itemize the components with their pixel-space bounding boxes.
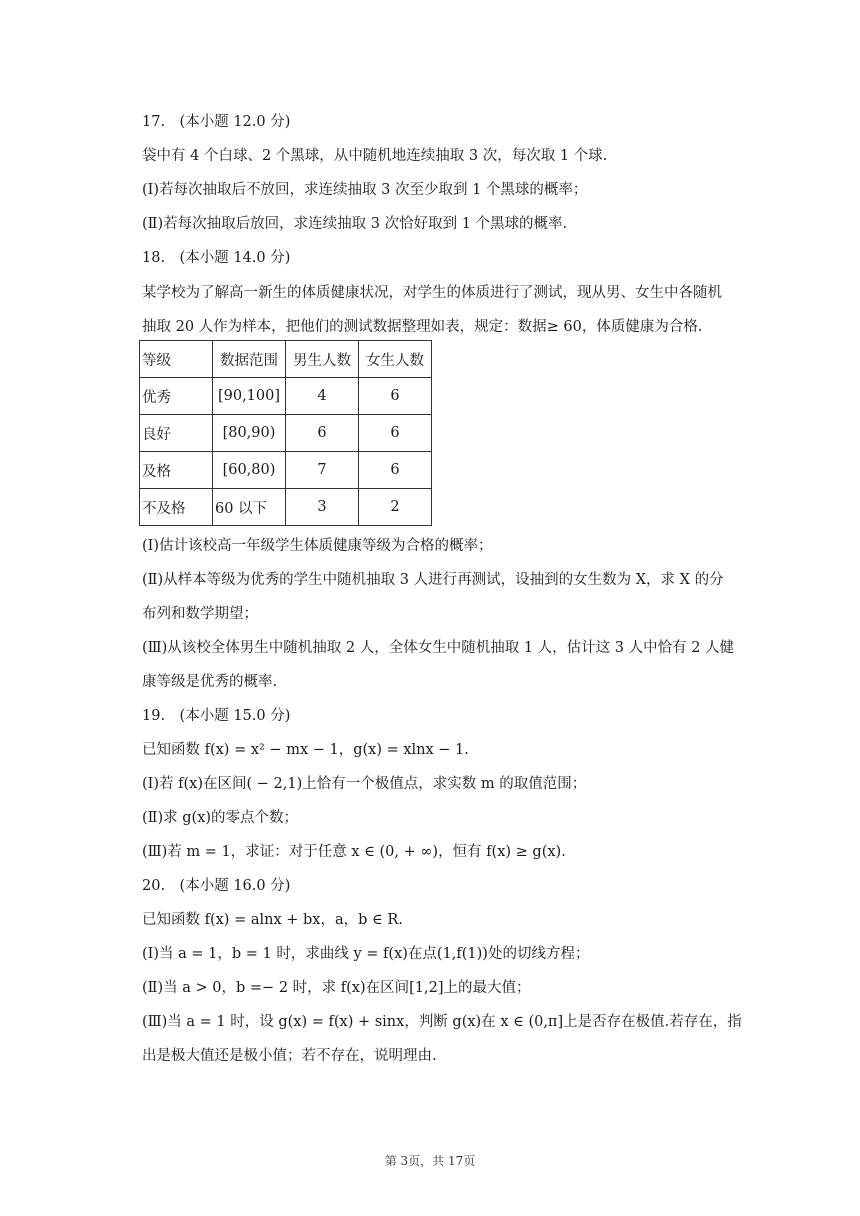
fitness-data-table [139, 340, 432, 526]
q20-part3-line2: 出是极大值还是极小值；若不存在，说明理由. [142, 1048, 437, 1064]
table-row [140, 489, 432, 526]
table-row [140, 452, 432, 489]
q20-part1: (Ⅰ)当 a = 1，b = 1 时，求曲线 y = f(x)在点(1,f(1))处的切线方程； [142, 946, 590, 962]
q20-part3-line1: (Ⅲ)当 a = 1 时，设 g(x) = f(x) + sinx，判断 g(x)在 x ∈ (0,π]上是否存在极值.若存在，指 [142, 1014, 742, 1030]
table-cell: 6 [359, 452, 432, 489]
q18-text-line2: 抽取 20 人作为样本，把他们的测试数据整理如表，规定：数据≥ 60，体质健康为合格. [142, 319, 703, 335]
table-cell: [90,100] [213, 378, 286, 415]
table-cell: 及格 [140, 452, 213, 489]
q18-part2-line1: (Ⅱ)从样本等级为优秀的学生中随机抽取 3 人进行再测试，设抽到的女生数为 X，求 X 的分 [142, 572, 724, 588]
q18-part1: (Ⅰ)估计该校高一年级学生体质健康等级为合格的概率； [142, 538, 493, 554]
q19-part2: (Ⅱ)求 g(x)的零点个数； [142, 810, 299, 826]
table-cell: 60 以下 [213, 489, 286, 526]
q17-part2: (Ⅱ)若每次抽取后放回，求连续抽取 3 次恰好取到 1 个黑球的概率. [142, 216, 568, 232]
table-row [140, 415, 432, 452]
table-cell: 不及格 [140, 489, 213, 526]
table-cell: 优秀 [140, 378, 213, 415]
table-cell: 3 [286, 489, 359, 526]
table-cell: 6 [286, 415, 359, 452]
q20-text: 已知函数 f(x) = alnx + bx，a，b ∈ R. [142, 912, 403, 928]
q19-part1: (Ⅰ)若 f(x)在区间( − 2,1)上恰有一个极值点，求实数 m 的取值范围； [142, 776, 587, 792]
table-cell: 6 [359, 378, 432, 415]
table-cell: 4 [286, 378, 359, 415]
table-header-cell: 等级 [140, 341, 213, 378]
table-cell: 2 [359, 489, 432, 526]
table-header-cell: 男生人数 [286, 341, 359, 378]
q19-text: 已知函数 f(x) = x² − mx − 1，g(x) = xlnx − 1. [142, 742, 469, 758]
table-cell: [80,90) [213, 415, 286, 452]
q20-part2: (Ⅱ)当 a > 0，b =− 2 时，求 f(x)在区间[1,2]上的最大值； [142, 980, 531, 996]
q17-part1: (Ⅰ)若每次抽取后不放回，求连续抽取 3 次至少取到 1 个黑球的概率； [142, 182, 588, 198]
q19-part3: (Ⅲ)若 m = 1，求证：对于任意 x ∈ (0, + ∞)，恒有 f(x) ≥ g(x). [142, 844, 566, 860]
q18-part3-line2: 康等级是优秀的概率. [142, 674, 278, 690]
table-row [140, 378, 432, 415]
table-cell: 7 [286, 452, 359, 489]
q18-heading: 18. (本小题 14.0 分) [142, 250, 291, 266]
q19-heading: 19. (本小题 15.0 分) [142, 708, 291, 724]
q18-part3-line1: (Ⅲ)从该校全体男生中随机抽取 2 人，全体女生中随机抽取 1 人，估计这 3 人中恰有 2 人健 [142, 640, 735, 656]
table-header-cell: 数据范围 [213, 341, 286, 378]
table-header-cell: 女生人数 [359, 341, 432, 378]
table-cell: 良好 [140, 415, 213, 452]
table-cell: [60,80) [213, 452, 286, 489]
q17-heading: 17. (本小题 12.0 分) [142, 114, 291, 130]
q18-text-line1: 某学校为了解高一新生的体质健康状况，对学生的体质进行了测试，现从男、女生中各随机 [142, 285, 722, 301]
q20-heading: 20. (本小题 16.0 分) [142, 878, 291, 894]
page-number-footer: 第 3页，共 17页 [384, 1154, 476, 1168]
q17-text: 袋中有 4 个白球、2 个黑球，从中随机地连续抽取 3 次，每次取 1 个球. [142, 148, 608, 164]
table-header-row [140, 341, 432, 378]
table-cell: 6 [359, 415, 432, 452]
q18-part2-line2: 布列和数学期望； [142, 606, 258, 622]
